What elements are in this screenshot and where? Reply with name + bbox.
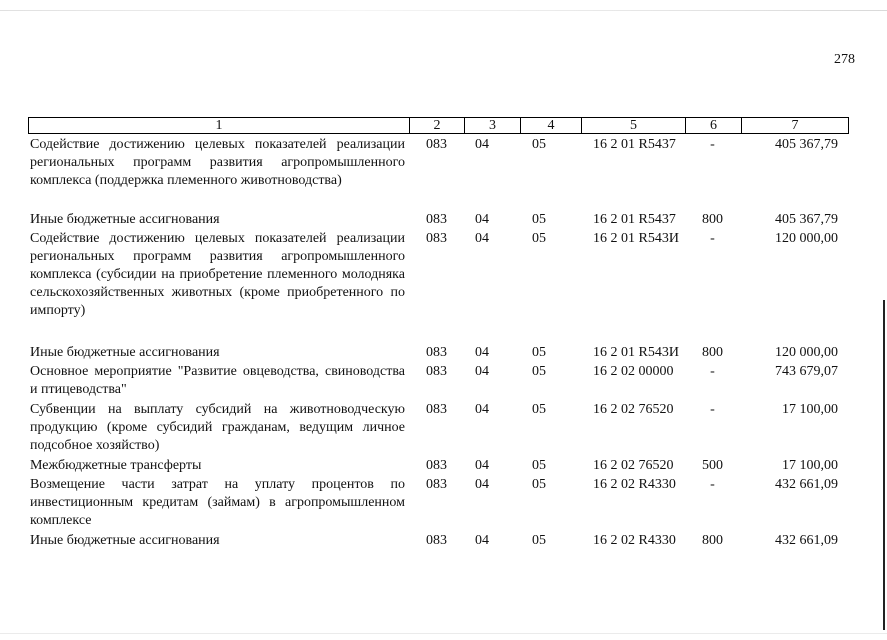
row-sum: 432 661,09 (775, 477, 838, 492)
row-sum: 17 100,00 (782, 402, 838, 417)
row-target: 16 2 02 76520 (593, 458, 674, 473)
row-subsection: 05 (532, 364, 546, 379)
table-header (28, 117, 849, 134)
row-section: 04 (475, 137, 489, 152)
row-sum: 17 100,00 (782, 458, 838, 473)
header-col-1: 1 (29, 118, 410, 133)
row-name: Содействие достижению целевых показателей реализации региональных программ развития агропромышленного комплекса (поддержка племенного животноводства) (30, 137, 405, 188)
header-col-3: 3 (465, 118, 521, 133)
row-subsection: 05 (532, 231, 546, 246)
row-name: Иные бюджетные ассигнования (30, 212, 220, 227)
row-section: 04 (475, 364, 489, 379)
row-type: 800 (702, 212, 723, 227)
row-code: 083 (426, 212, 447, 227)
row-sum: 405 367,79 (775, 212, 838, 227)
row-type: - (710, 137, 715, 152)
row-sum: 743 679,07 (775, 364, 838, 379)
header-col-4: 4 (521, 118, 582, 133)
row-target: 16 2 02 00000 (593, 364, 674, 379)
row-code: 083 (426, 345, 447, 360)
row-sum: 120 000,00 (775, 345, 838, 360)
row-name: Иные бюджетные ассигнования (30, 533, 220, 548)
row-section: 04 (475, 345, 489, 360)
row-target: 16 2 01 R543И (593, 231, 679, 246)
row-code: 083 (426, 477, 447, 492)
row-name: Содействие достижению целевых показателей реализации региональных программ развития агропромышленного комплекса (субсидии на приобретение племенного молодняка сельскохозяйственных животных (кроме приобретенного по импорту) (30, 231, 405, 318)
page-number: 278 (834, 52, 855, 67)
row-type: - (710, 231, 715, 246)
row-sum: 405 367,79 (775, 137, 838, 152)
row-section: 04 (475, 402, 489, 417)
row-type: - (710, 477, 715, 492)
row-code: 083 (426, 533, 447, 548)
scan-edge-top (0, 10, 887, 11)
header-col-2: 2 (410, 118, 465, 133)
row-target: 16 2 01 R5437 (593, 137, 676, 152)
row-code: 083 (426, 231, 447, 246)
row-type: 500 (702, 458, 723, 473)
row-type: 800 (702, 533, 723, 548)
header-col-5: 5 (582, 118, 686, 133)
row-subsection: 05 (532, 137, 546, 152)
scan-edge-right (883, 300, 885, 630)
row-section: 04 (475, 533, 489, 548)
header-col-7: 7 (791, 118, 799, 133)
row-target: 16 2 01 R5437 (593, 212, 676, 227)
row-name: Иные бюджетные ассигнования (30, 345, 220, 360)
row-section: 04 (475, 212, 489, 227)
row-target: 16 2 02 76520 (593, 402, 674, 417)
row-sum: 432 661,09 (775, 533, 838, 548)
row-name: Основное мероприятие "Развитие овцеводства, свиноводства и птицеводства" (30, 364, 405, 397)
row-subsection: 05 (532, 458, 546, 473)
header-col-6: 6 (686, 118, 742, 133)
row-sum: 120 000,00 (775, 231, 838, 246)
row-name: Субвенции на выплату субсидий на животноводческую продукцию (кроме субсидий гражданам, ведущим личное подсобное хозяйство) (30, 402, 405, 453)
row-code: 083 (426, 402, 447, 417)
row-subsection: 05 (532, 477, 546, 492)
row-type: 800 (702, 345, 723, 360)
scan-edge-bottom (0, 633, 887, 634)
row-section: 04 (475, 458, 489, 473)
row-subsection: 05 (532, 533, 546, 548)
row-name: Межбюджетные трансферты (30, 458, 202, 473)
row-subsection: 05 (532, 212, 546, 227)
row-code: 083 (426, 137, 447, 152)
row-code: 083 (426, 364, 447, 379)
row-code: 083 (426, 458, 447, 473)
row-target: 16 2 02 R4330 (593, 477, 676, 492)
row-target: 16 2 02 R4330 (593, 533, 676, 548)
row-subsection: 05 (532, 345, 546, 360)
row-section: 04 (475, 231, 489, 246)
row-subsection: 05 (532, 402, 546, 417)
row-type: - (710, 364, 715, 379)
row-section: 04 (475, 477, 489, 492)
row-name: Возмещение части затрат на уплату процентов по инвестиционным кредитам (займам) в агропромышленном комплексе (30, 477, 405, 528)
row-target: 16 2 01 R543И (593, 345, 679, 360)
row-type: - (710, 402, 715, 417)
